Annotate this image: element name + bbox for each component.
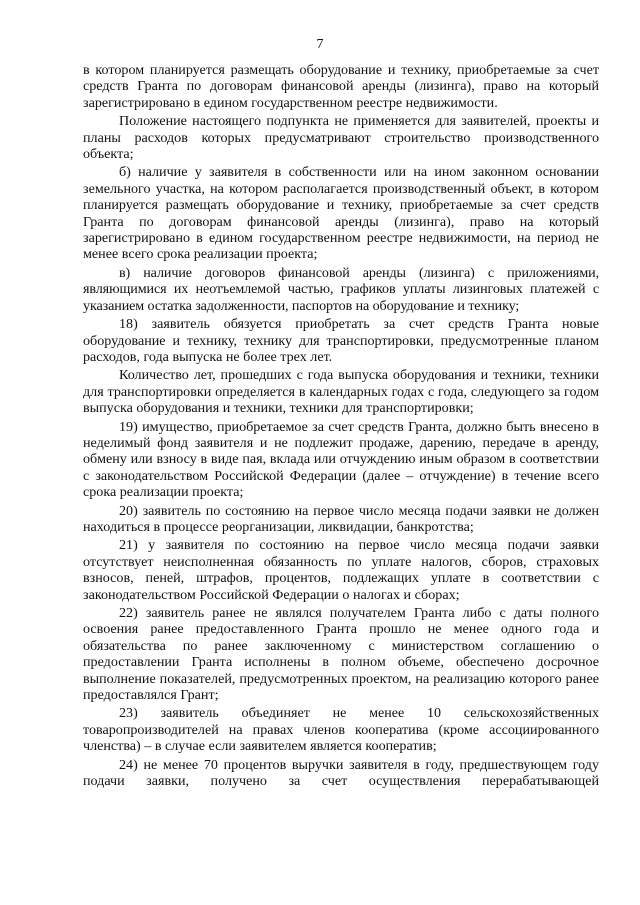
paragraph-item-22: 22) заявитель ранее не являлся получателем Гранта либо с даты полного освоения ранее предоставленного Гранта прошло не менее одного года и обязательства по ранее заключенному с министерством соглашению о предоставлении Гранта исполнены в полном объеме, обеспечено досрочное выполнение показателей, предусмотренных проектом, на реализацию которого ранее предоставлялся Грант;	[83, 605, 599, 704]
page-number: 7	[316, 37, 324, 52]
document-body	[83, 62, 599, 791]
paragraph-item-19: 19) имущество, приобретаемое за счет средств Гранта, должно быть внесено в неделимый фонд заявителя и не подлежит продаже, дарению, передаче в аренду, обмену или взносу в виде пая, вклада или отчуждению иным образом в соответствии с законодательством Российской Федерации (далее – отчуждение) в течение всего срока реализации проекта;	[83, 418, 599, 501]
paragraph-continuation: в котором планируется размещать оборудование и технику, приобретаемые за счет средств Гранта по договорам финансовой аренды (лизинга), право на который зарегистрировано в едином государственном реестре недвижимости.	[83, 62, 599, 111]
paragraph-item-b: б) наличие у заявителя в собственности или на ином законном основании земельного участка, на котором располагается производственный объект, в котором планируется размещать оборудование и технику, приобретаемые за счет средств Гранта по договорам финансовой аренды (лизинга), право на который зарегистрировано в едином государственном реестре недвижимости, на период не менее всего срока реализации проекта;	[83, 164, 599, 263]
paragraph-provision-note: Положение настоящего подпункта не применяется для заявителей, проекты и планы расходов которых предусматривают строительство производственного объекта;	[83, 113, 599, 163]
paragraph-item-18: 18) заявитель обязуется приобретать за счет средств Гранта новые оборудование и технику, технику для транспортировки, предусмотренные планом расходов, года выпуска не более трех лет.	[83, 316, 599, 365]
paragraph-item-24: 24) не менее 70 процентов выручки заявителя в году, предшествующем году подачи заявки, получено за счет осуществления перерабатывающей	[83, 756, 599, 790]
paragraph-item-23: 23) заявитель объединяет не менее 10 сельскохозяйственных товаропроизводителей на правах членов кооператива (кроме ассоциированного членства) – в случае если заявителем является кооператив;	[83, 705, 599, 755]
paragraph-item-v: в) наличие договоров финансовой аренды (лизинга) с приложениями, являющимися их неотъемлемой частью, графиков уплаты лизинговых платежей с указанием остатка задолженности, паспортов на оборудование и технику;	[83, 264, 599, 314]
paragraph-item-20: 20) заявитель по состоянию на первое число месяца подачи заявки не должен находиться в процессе реорганизации, ликвидации, банкротства;	[83, 502, 599, 535]
paragraph-item-21: 21) у заявителя по состоянию на первое число месяца подачи заявки отсутствует неисполненная обязанность по уплате налогов, сборов, страховых взносов, пеней, штрафов, процентов, подлежащих уплате в соответствии с законодательством Российской Федерации о налогах и сборах;	[83, 537, 599, 603]
paragraph-years-count: Количество лет, прошедших с года выпуска оборудования и техники, техники для транспортировки определяется в календарных годах с года, следующего за годом выпуска оборудования и техники, техники для транспортировки;	[83, 367, 599, 417]
